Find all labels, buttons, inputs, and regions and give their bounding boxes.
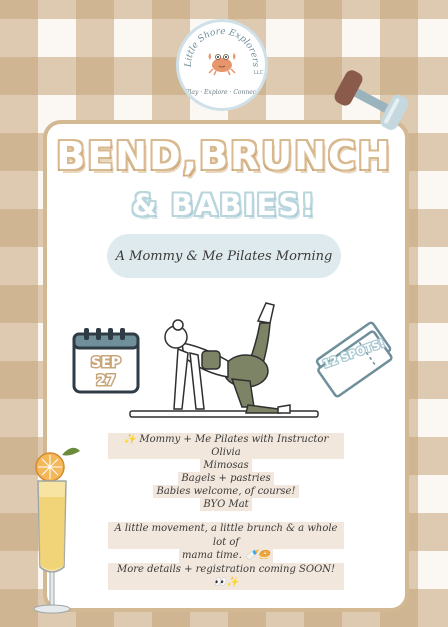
tagline: [108, 522, 344, 590]
detail-item: ✨ Mommy + Me Pilates with Instructor Olivia: [108, 433, 344, 459]
pilates-figure-illustration: [128, 295, 324, 425]
event-details-list: [108, 433, 344, 511]
ticket-icon: [311, 315, 403, 405]
logo-brand-text: Little Shore Explorers: [183, 26, 261, 68]
calendar-day: 27: [96, 373, 116, 389]
tagline-line-2: mama time. 🍼🥯: [179, 549, 273, 563]
subtitle-text: A Mommy & Me Pilates Morning: [115, 248, 333, 264]
dumbbell-icon: [328, 68, 414, 134]
logo-suffix: LLC: [254, 70, 264, 76]
subtitle-pill: [107, 234, 341, 278]
calendar-month: SEP: [91, 355, 121, 371]
tagline-line-3: More details + registration coming SOON! 👀✨: [108, 563, 344, 590]
detail-item: Babies welcome, of course!: [153, 485, 298, 498]
spots-text: 12 SPOTS!: [321, 336, 387, 371]
mimosa-glass-icon: [20, 437, 92, 617]
logo-tagline: Play · Explore · Connect: [185, 89, 259, 96]
tagline-line-1: A little movement, a little brunch & a whole lot of: [108, 522, 344, 549]
crab-icon: [206, 50, 238, 76]
detail-item: Mimosas: [200, 459, 251, 472]
title-line-1: BEND,BRUNCH: [56, 134, 392, 178]
brand-logo: [176, 19, 268, 111]
detail-item: BYO Mat: [200, 498, 251, 511]
title-line-2: & BABIES!: [131, 188, 317, 222]
detail-item: Bagels + pastries: [178, 472, 273, 485]
